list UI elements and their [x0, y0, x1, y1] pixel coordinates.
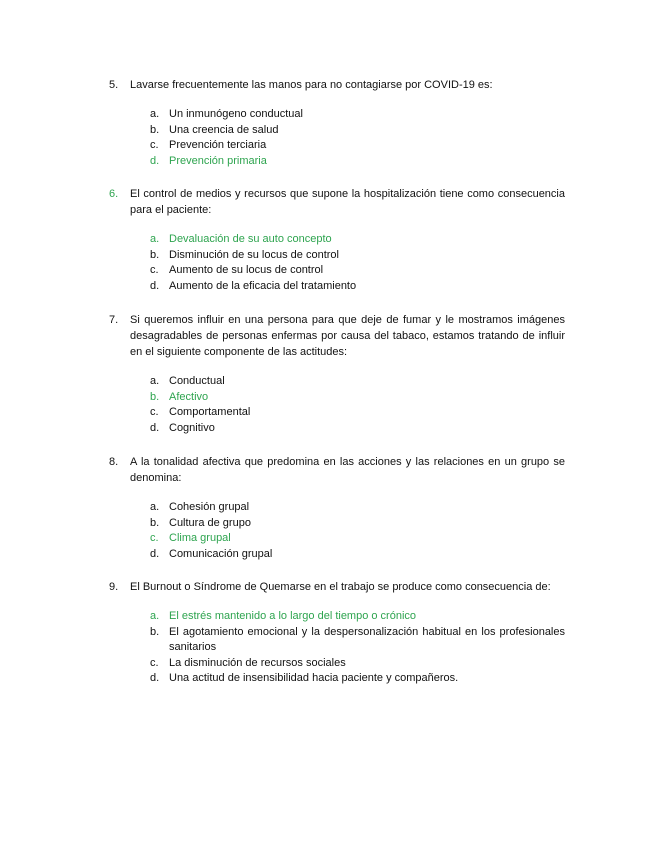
option-text: Cohesión grupal — [169, 501, 250, 513]
option-b — [150, 625, 565, 656]
option-d — [150, 421, 565, 437]
option-text: La disminución de recursos sociales — [169, 656, 346, 669]
option-letter: b. — [150, 123, 160, 136]
option-text: Conductual — [169, 375, 225, 387]
option-letter: a. — [150, 375, 160, 387]
question-5 — [109, 77, 565, 169]
option-text: Clima grupal — [169, 532, 231, 544]
option-letter: d. — [150, 279, 160, 292]
option-text: Disminución de su locus de control — [169, 248, 339, 261]
option-letter: d. — [150, 672, 160, 684]
option-letter: b. — [150, 248, 160, 261]
option-text: Comunicación grupal — [169, 547, 273, 560]
question-text: Si queremos influir en una persona para que deje de fumar y le mostramos imágenes desagradables de personas enfermas por causa del tabaco, estamos tratando de influir en el siguiente componente de las actitudes: — [130, 314, 565, 358]
question-number: 9. — [109, 581, 119, 593]
option-c — [150, 263, 565, 279]
option-text: Cultura de grupo — [169, 516, 251, 529]
option-text: Afectivo — [169, 390, 209, 403]
option-d — [150, 279, 565, 295]
question-header — [109, 454, 565, 486]
option-b — [150, 248, 565, 264]
option-text: Devaluación de su auto concepto — [169, 233, 332, 245]
option-letter: b. — [150, 625, 160, 638]
option-letter: a. — [150, 233, 160, 245]
options-list — [109, 609, 565, 687]
option-letter: d. — [150, 154, 160, 167]
option-letter: a. — [150, 610, 160, 622]
option-a-correct — [150, 232, 565, 248]
option-c — [150, 138, 565, 154]
option-letter: d. — [150, 421, 160, 434]
option-text: Aumento de su locus de control — [169, 264, 324, 276]
question-text: El Burnout o Síndrome de Quemarse en el trabajo se produce como consecuencia de: — [130, 581, 551, 593]
option-d-correct — [150, 154, 565, 170]
question-text: A la tonalidad afectiva que predomina en las acciones y las relaciones en un grupo se denomina: — [130, 456, 565, 484]
question-number: 8. — [109, 456, 119, 468]
options-list — [109, 500, 565, 562]
options-list — [109, 107, 565, 169]
option-text: Una actitud de insensibilidad hacia paciente y compañeros. — [169, 672, 459, 684]
option-text: El agotamiento emocional y la despersonalización habitual en los profesionales sanitarios — [169, 625, 565, 653]
option-c — [150, 405, 565, 421]
option-letter: d. — [150, 547, 160, 560]
option-letter: b. — [150, 390, 160, 403]
question-6 — [109, 186, 565, 294]
question-7 — [109, 312, 565, 436]
option-c — [150, 656, 565, 672]
option-letter: c. — [150, 264, 159, 276]
question-number: 7. — [109, 314, 119, 326]
question-number: 5. — [109, 79, 119, 91]
question-header — [109, 312, 565, 360]
option-text: El estrés mantenido a lo largo del tiempo o crónico — [169, 610, 417, 622]
option-b-correct — [150, 390, 565, 406]
options-list — [109, 232, 565, 294]
option-letter: c. — [150, 139, 159, 151]
option-text: Una creencia de salud — [169, 123, 279, 136]
option-letter: a. — [150, 108, 160, 120]
question-number: 6. — [109, 188, 119, 200]
question-header — [109, 77, 565, 93]
question-text: Lavarse frecuentemente las manos para no contagiarse por COVID-19 es: — [130, 79, 493, 91]
option-text: Prevención primaria — [169, 154, 267, 167]
option-text: Prevención terciaria — [169, 139, 267, 151]
options-list — [109, 374, 565, 436]
option-text: Cognitivo — [169, 421, 215, 434]
option-letter: c. — [150, 656, 159, 669]
option-d — [150, 671, 565, 687]
question-header — [109, 186, 565, 218]
option-b — [150, 123, 565, 139]
option-text: Comportamental — [169, 406, 251, 418]
option-text: Aumento de la eficacia del tratamiento — [169, 279, 357, 292]
question-8 — [109, 454, 565, 562]
question-9 — [109, 579, 565, 687]
option-letter: b. — [150, 516, 160, 529]
option-letter: c. — [150, 532, 159, 544]
option-a — [150, 374, 565, 390]
option-b — [150, 516, 565, 532]
option-letter: c. — [150, 406, 159, 418]
option-letter: a. — [150, 501, 160, 513]
question-header — [109, 579, 565, 595]
option-a-correct — [150, 609, 565, 625]
option-a — [150, 107, 565, 123]
option-d — [150, 547, 565, 563]
question-text: El control de medios y recursos que supone la hospitalización tiene como consecuencia para el paciente: — [130, 188, 565, 216]
option-text: Un inmunógeno conductual — [169, 108, 303, 120]
option-a — [150, 500, 565, 516]
option-c-correct — [150, 531, 565, 547]
